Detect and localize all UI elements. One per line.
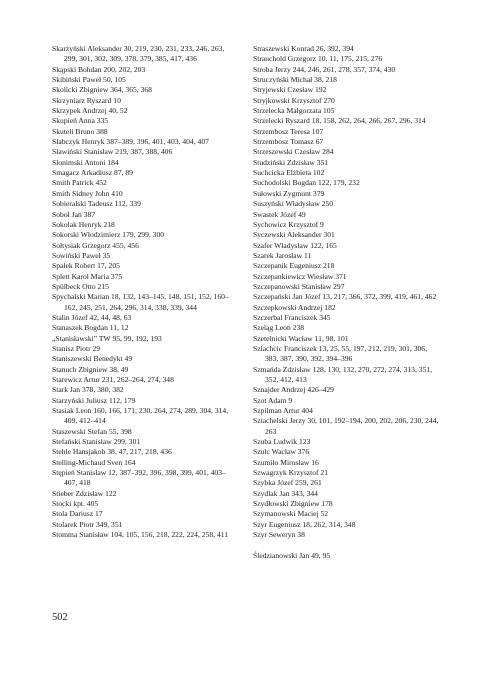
index-column-left bbox=[52, 44, 238, 541]
index-entry: Sławiński Stanisław 219, 387, 388, 406 bbox=[52, 147, 173, 157]
index-entry: Suchodolski Bogdan 122, 179, 232 bbox=[253, 178, 360, 188]
index-entry: Stryjewski Czesław 192 bbox=[253, 85, 327, 95]
index-entry: Stasiak Leon 160, 166, 171, 230, 264, 274, 289, 304, 314, 409, 412–414 bbox=[52, 406, 229, 426]
index-entry: Struczyński Michał 38, 218 bbox=[253, 75, 337, 85]
index-entry: Stanuch Zbigniew 38, 49 bbox=[52, 364, 129, 374]
index-column-right bbox=[253, 44, 439, 561]
index-entry: Słabczyk Henryk 387–389, 396, 401, 403, 404, 407 bbox=[52, 137, 209, 147]
index-entry: Spülbeck Otto 215 bbox=[52, 281, 109, 291]
index-entry: Stehle Hansjakob 38, 47, 217, 218, 436 bbox=[52, 447, 172, 457]
index-entry: Sznajder Andrzej 426–429 bbox=[253, 385, 334, 395]
index-entry: Splett Karol Maria 375 bbox=[52, 271, 123, 281]
index-entry: Szwagrzyk Krzysztof 21 bbox=[253, 468, 329, 478]
index-entry: Skrzyniarz Ryszard 10 bbox=[52, 95, 121, 105]
index-entry: Stocki kpt. 405 bbox=[52, 499, 99, 509]
index-entry: Strzelecka Małgorzata 105 bbox=[253, 106, 335, 116]
index-entry: Sowiński Paweł 35 bbox=[52, 250, 111, 260]
index-entry: Skuteli Bruno 388 bbox=[52, 126, 108, 136]
index-entry: Szlachcic Franciszek 13, 25, 55, 197, 212, 219, 301, 306, 383, 387, 390, 392, 394–396 bbox=[253, 343, 427, 364]
index-entry: Stolarek Piotr 349, 351 bbox=[52, 519, 123, 529]
index-entry: Sokolak Henryk 218 bbox=[52, 219, 115, 229]
index-entry: Stomma Stanisław 104, 105, 156, 218, 222, 224, 258, 411 bbox=[52, 530, 229, 540]
index-entry: Swastek Józef 49 bbox=[253, 209, 306, 219]
index-entry: Sokorski Włodzimierz 179, 299, 300 bbox=[52, 230, 165, 240]
index-entry: Skąpski Bohdan 200, 202, 203 bbox=[52, 64, 146, 74]
index-entry: Strzeszewski Czesław 284 bbox=[253, 147, 334, 157]
index-entry: Szarek Jarosław 11 bbox=[253, 250, 312, 260]
index-entry: Szumiło Mirosław 16 bbox=[253, 457, 319, 467]
index-entry: Szyr Eugeniusz 18, 262, 314, 348 bbox=[253, 519, 356, 529]
index-entry: Staszewski Stefan 55, 398 bbox=[52, 426, 132, 436]
index-entry: Szybka Józef 259, 261 bbox=[253, 478, 322, 488]
index-entry: Strzelecki Ryszard 18, 158, 262, 264, 266, 267, 296, 314 bbox=[253, 116, 426, 126]
page-number: 502 bbox=[52, 612, 68, 623]
index-entry: Syczewski Aleksander 301 bbox=[253, 230, 335, 240]
index-entry: Szczepanik Eugeniusz 218 bbox=[253, 261, 335, 271]
index-entry: Szczepański Jan Józef 13, 217, 366, 372, 399, 419, 461, 462 bbox=[253, 292, 437, 302]
index-entry: Smith Sidney John 410 bbox=[52, 188, 123, 198]
index-entry: Strauchold Grzegorz 10, 11, 175, 215, 276 bbox=[253, 54, 383, 64]
index-entry: Szafer Władysław 122, 165 bbox=[253, 240, 337, 250]
index-entry: Suchcicka Elżbieta 102 bbox=[253, 168, 325, 178]
index-entry: Skolicki Zbigniew 364, 365, 368 bbox=[52, 85, 152, 95]
index-entry: Szot Adam 9 bbox=[253, 395, 293, 405]
index-entry: Smagacz Arkadiusz 87, 89 bbox=[52, 168, 133, 178]
index-entry: Soboł Jan 387 bbox=[52, 209, 96, 219]
index-entry: Szydlak Jan 343, 344 bbox=[253, 488, 318, 498]
index-entry: Stryjkowski Krzysztof 270 bbox=[253, 95, 335, 105]
index-entry: Stieber Zdzisław 122 bbox=[52, 488, 117, 498]
index-entry: Śledzianowski Jan 49, 95 bbox=[253, 550, 331, 560]
index-entry: Suszyński Władysław 250 bbox=[253, 199, 334, 209]
index-entry: Skibiński Paweł 50, 105 bbox=[52, 75, 126, 85]
index-entry: Straszewski Konrad 26, 392, 394 bbox=[253, 44, 354, 53]
index-entry: Starewicz Artur 231, 262–264, 274, 348 bbox=[52, 375, 174, 384]
index-entry: Szeląg Leon 238 bbox=[253, 323, 305, 333]
index-entry: Spałek Robert 17, 205 bbox=[52, 261, 120, 271]
index-entry: Stalin Józef 42, 44, 48, 63 bbox=[52, 312, 132, 322]
index-entry: Sztachelski Jerzy 30, 101, 192–194, 200, 202, 206, 230, 244, 263 bbox=[253, 416, 439, 436]
index-entry: Smith Patrick 452 bbox=[52, 178, 107, 188]
index-entry: Strzembosz Teresa 107 bbox=[253, 126, 324, 136]
index-entry: Stanisz Piotr 29 bbox=[52, 343, 101, 353]
index-entry: Szczepkowski Andrzej 182 bbox=[253, 302, 336, 312]
index-entry: Szczepankiewicz Wiesław 371 bbox=[253, 271, 347, 281]
index-entry: Skarżyński Aleksander 30, 219, 230, 231, 233, 246, 263, 299, 301, 302, 309, 378, 379, 385, 417, 436 bbox=[52, 44, 225, 64]
index-entry: Stark Jan 378, 380, 382 bbox=[52, 385, 124, 395]
index-entry: Stola Dariusz 17 bbox=[52, 509, 103, 519]
index-entry: Stefański Stanisław 299, 301 bbox=[52, 437, 141, 447]
index-entry: Starzyński Juliusz 112, 179 bbox=[52, 395, 136, 405]
index-entry: Skrzypek Andrzej 40, 52 bbox=[52, 106, 128, 116]
index-entry: Szpilman Artur 404 bbox=[253, 406, 313, 416]
index-entry: Stępień Stanisław 12, 387–392, 396, 398, 399, 401, 403–407, 418 bbox=[52, 468, 226, 488]
index-entry: Szydłowski Zbigniew 178 bbox=[253, 499, 333, 509]
index-entry: Studziński Zdzisław 351 bbox=[253, 157, 329, 167]
index-entry: Szetelnicki Wacław 11, 98, 101 bbox=[253, 333, 349, 343]
index-entry: Szulc Wacław 376 bbox=[253, 447, 310, 457]
index-entry: Sobieralski Tadeusz 112, 339 bbox=[52, 199, 141, 209]
index-entry: Szmańda Zdzisław 128, 130, 132, 270, 272, 274, 313, 351, 352, 412, 413 bbox=[253, 364, 433, 384]
index-entry: Szyr Seweryn 38 bbox=[253, 530, 305, 540]
index-entry: „Stanisławski” TW 95, 99, 192, 193 bbox=[52, 333, 162, 343]
index-entry: Szczerbal Franciszek 345 bbox=[253, 312, 331, 322]
index-entry: Słonimski Antoni 184 bbox=[52, 157, 119, 167]
index-entry: Stelling-Michaud Sven 164 bbox=[52, 457, 136, 467]
index-entry: Sołtysiak Grzegorz 455, 456 bbox=[52, 240, 139, 250]
index-entry: Stroba Jerzy 244, 246, 261, 278, 357, 374, 430 bbox=[253, 64, 396, 74]
index-entry: Sułowski Zygmunt 379 bbox=[253, 188, 325, 198]
index-entry: Spychalski Marian 18, 132, 143–145, 148, 151, 152, 160–162, 245, 251, 264, 296, 314, 338, 339, 344 bbox=[52, 292, 229, 312]
index-entry: Strzembosz Tomasz 67 bbox=[253, 137, 324, 147]
index-entry: Sychowicz Krzysztof 9 bbox=[253, 219, 324, 229]
index-entry: Szczepanowski Stanisław 297 bbox=[253, 281, 345, 291]
index-entry: Szuba Ludwik 123 bbox=[253, 437, 311, 447]
index-entry: Stanaszek Bogdan 11, 12 bbox=[52, 323, 129, 333]
letter-section-gap bbox=[253, 541, 439, 551]
index-entry: Szymanowski Maciej 52 bbox=[253, 509, 329, 519]
index-entry: Staniszewski Benedykt 49 bbox=[52, 354, 133, 364]
index-entry: Skupień Anna 335 bbox=[52, 116, 109, 126]
